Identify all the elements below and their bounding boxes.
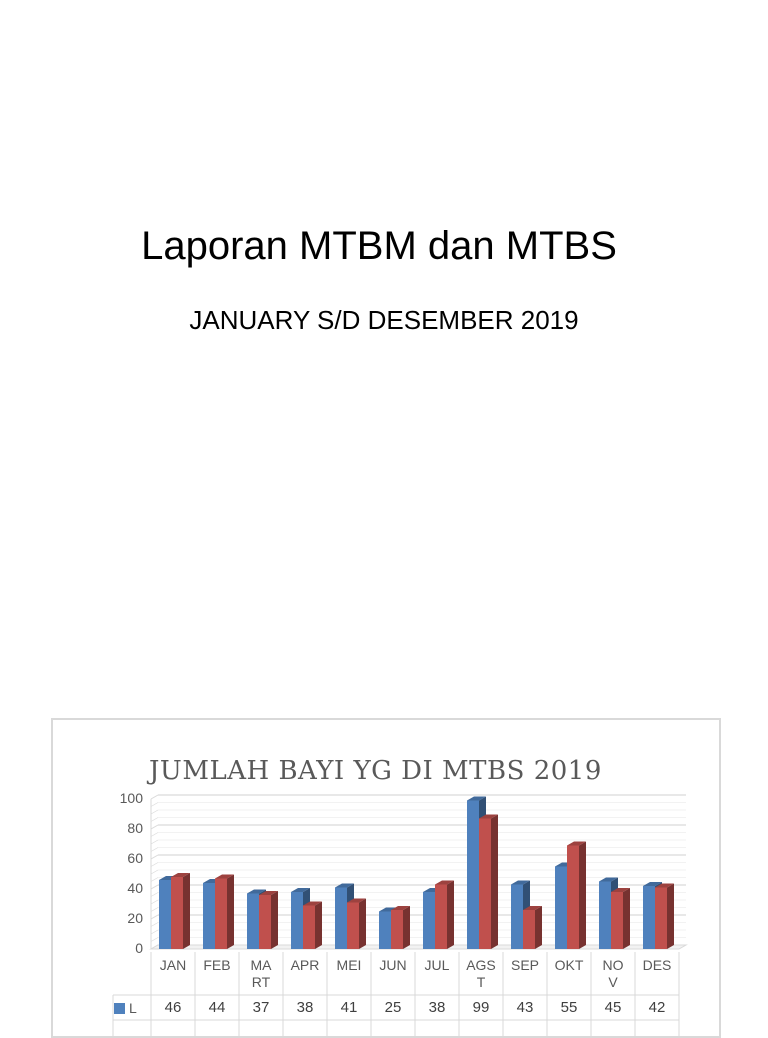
category-label: MA RT [250, 957, 272, 990]
category-label: NO V [602, 957, 624, 990]
data-table-value: 44 [208, 999, 226, 1016]
data-table-value: 55 [560, 999, 578, 1016]
gridline-depth [151, 840, 158, 844]
bar-series2-MEI [347, 903, 359, 950]
chart-title: JUMLAH BAYI YG DI MTBS 2019 [149, 756, 602, 786]
gridline-depth [151, 915, 158, 919]
gridline-depth [151, 863, 158, 867]
y-tick-label: 40 [127, 880, 143, 896]
bar-side-series2-JUN [403, 906, 410, 949]
gridline-depth [151, 870, 158, 874]
gridline-depth [151, 818, 158, 822]
bar-series2-JAN [171, 877, 183, 949]
data-table-value: 42 [648, 999, 666, 1016]
gridline-depth [151, 938, 158, 942]
gridline-depth [151, 803, 158, 807]
data-table-value: 46 [164, 999, 182, 1016]
category-label: SEP [510, 957, 539, 973]
gridline-depth [151, 908, 158, 912]
data-table-value: 38 [428, 999, 446, 1016]
bar-L-MART [247, 894, 259, 950]
bar-side-series2-MEI [359, 899, 366, 950]
bar-series2-NOV [611, 892, 623, 949]
y-tick-label: 100 [119, 790, 143, 806]
bar-series2-SEP [523, 910, 535, 949]
bar-series2-OKT [567, 846, 579, 950]
bar-L-FEB [203, 883, 215, 949]
legend-label-L: L [129, 1000, 137, 1016]
slide-subtitle: JANUARY S/D DESEMBER 2019 [189, 305, 579, 335]
slide-title: Laporan MTBM dan MTBS [141, 224, 617, 268]
bar-side-series2-MART [271, 891, 278, 949]
gridline-depth [151, 855, 158, 859]
bar-L-JUN [379, 912, 391, 950]
bar-L-NOV [599, 882, 611, 950]
bar-side-series2-DES [667, 884, 674, 950]
bar-side-series2-JUL [447, 881, 454, 950]
data-table-value: 25 [384, 999, 402, 1016]
category-label: OKT [554, 957, 584, 973]
gridline-depth [151, 795, 158, 799]
category-label: AGS T [466, 957, 496, 990]
gridline-depth [151, 810, 158, 814]
category-label: JAN [159, 957, 187, 973]
gridline-depth [151, 885, 158, 889]
y-tick-label: 0 [135, 940, 143, 956]
bar-L-JUL [423, 892, 435, 949]
bar-L-DES [643, 886, 655, 949]
bar-series2-JUL [435, 885, 447, 950]
data-table-value: 45 [604, 999, 622, 1016]
category-label: JUN [379, 957, 407, 973]
bar-side-series2-JAN [183, 873, 190, 949]
bar-side-series2-AGST [491, 815, 498, 950]
bar-series2-JUN [391, 910, 403, 949]
gridline-depth [151, 878, 158, 882]
bar-side-series2-APR [315, 902, 322, 950]
category-label: APR [290, 957, 320, 973]
bar-L-APR [291, 892, 303, 949]
bar-series2-MART [259, 895, 271, 949]
chart-frame [51, 718, 721, 1038]
y-tick-label: 20 [127, 910, 143, 926]
gridline-depth [151, 848, 158, 852]
data-table-value: 41 [340, 999, 358, 1016]
bar-side-series2-OKT [579, 842, 586, 950]
bar-L-AGST [467, 801, 479, 950]
bar-side-series2-NOV [623, 888, 630, 949]
data-table-value: 43 [516, 999, 534, 1016]
gridline-depth [151, 833, 158, 837]
bar-series2-FEB [215, 879, 227, 950]
bar-L-JAN [159, 880, 171, 949]
category-label: MEI [336, 957, 362, 973]
category-label: JUL [424, 957, 450, 973]
legend-key-L [114, 1003, 125, 1014]
gridline-depth [151, 900, 158, 904]
data-table-value: 99 [472, 999, 490, 1016]
gridline-depth [151, 923, 158, 927]
data-table-value: 37 [252, 999, 270, 1016]
y-tick-label: 60 [127, 850, 143, 866]
category-label: FEB [203, 957, 231, 973]
bar-L-OKT [555, 867, 567, 950]
bar-side-series2-FEB [227, 875, 234, 950]
bar-L-MEI [335, 888, 347, 950]
gridline-depth [151, 893, 158, 897]
bar-series2-AGST [479, 819, 491, 950]
category-label: DES [642, 957, 672, 973]
data-table-value: 38 [296, 999, 314, 1016]
bar-L-SEP [511, 885, 523, 950]
bar-series2-APR [303, 906, 315, 950]
bar-series2-DES [655, 888, 667, 950]
bar-side-series2-SEP [535, 906, 542, 949]
y-tick-label: 80 [127, 820, 143, 836]
gridline-depth [151, 825, 158, 829]
gridline-depth [151, 930, 158, 934]
